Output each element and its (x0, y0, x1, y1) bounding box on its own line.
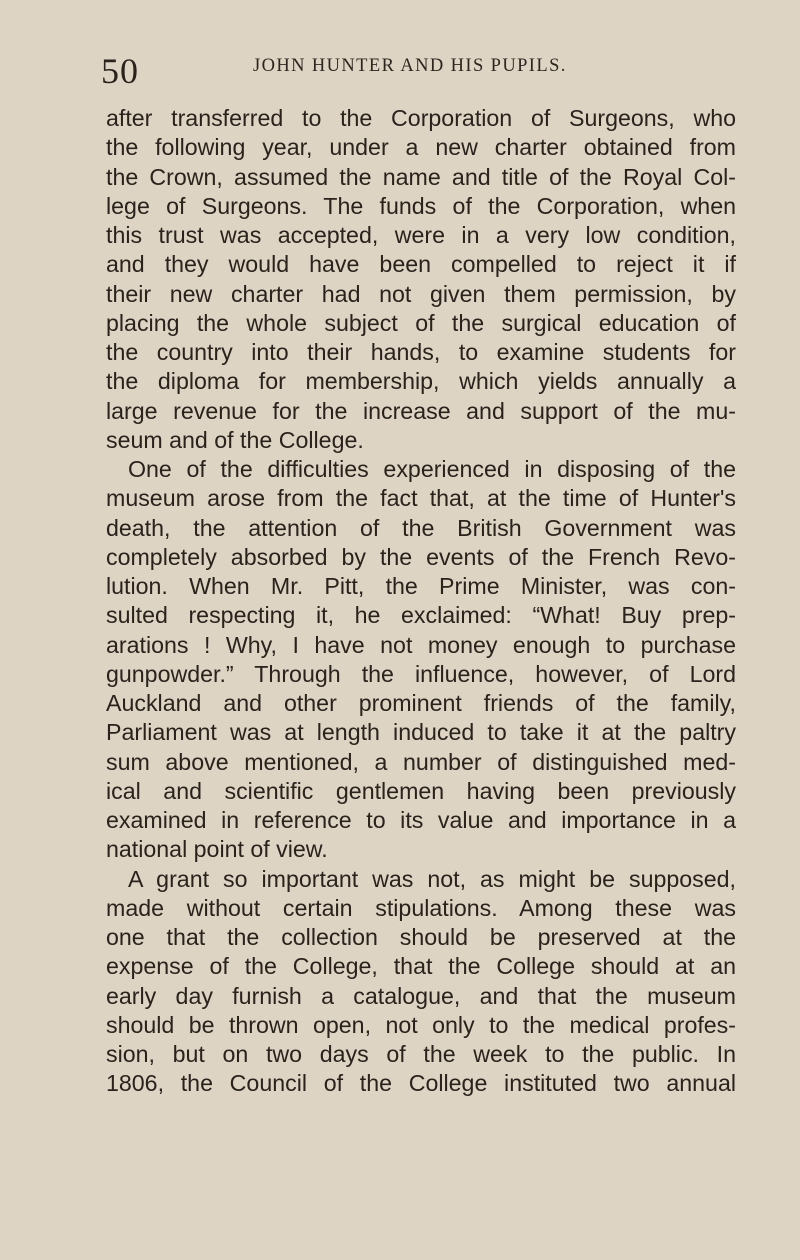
text-line: Parliament was at length induced to take it at the paltry (106, 719, 736, 746)
text-line: sulted respecting it, he exclaimed: “What! Buy prep- (106, 602, 736, 629)
text-line: one that the collection should be preserved at the (106, 924, 736, 950)
text-line: completely absorbed by the events of the French Revo- (106, 543, 736, 570)
text-line: national point of view. (106, 836, 328, 863)
text-line: the following year, under a new charter obtained from (106, 134, 736, 161)
text-line: after transferred to the Corporation of Surgeons, who (106, 105, 736, 131)
text-line: the country into their hands, to examine students for (106, 339, 736, 365)
text-line: lege of Surgeons. The funds of the Corporation, when (106, 192, 736, 219)
text-line: early day furnish a catalogue, and that the museum (106, 982, 736, 1009)
text-line: arations ! Why, I have not money enough to purchase (106, 631, 736, 658)
body-text (106, 104, 736, 1099)
text-line: sion, but on two days of the week to the public. In (106, 1041, 736, 1067)
text-line: death, the attention of the British Government was (106, 514, 736, 541)
text-line: lution. When Mr. Pitt, the Prime Minister, was con- (106, 573, 736, 599)
running-title: JOHN HUNTER AND HIS PUPILS. (253, 56, 567, 76)
text-line: museum arose from the fact that, at the time of Hunter's (106, 485, 736, 512)
text-line: their new charter had not given them permission, by (106, 280, 736, 307)
text-line: Auckland and other prominent friends of the family, (106, 690, 736, 716)
text-line: A grant so important was not, as might be supposed, (128, 865, 736, 892)
text-line: 1806, the Council of the College instituted two annual (106, 1070, 736, 1097)
text-line: sum above mentioned, a number of distinguished med- (106, 748, 736, 775)
text-line: the diploma for membership, which yields annually a (106, 368, 736, 395)
text-line: expense of the College, that the College should at an (106, 953, 736, 980)
text-line: placing the whole subject of the surgical education of (106, 309, 736, 336)
text-line: examined in reference to its value and importance in a (106, 807, 736, 833)
text-line: this trust was accepted, were in a very low condition, (106, 222, 736, 248)
text-line: the Crown, assumed the name and title of the Royal Col- (106, 163, 736, 190)
text-line: made without certain stipulations. Among these was (106, 894, 736, 921)
text-line: seum and of the College. (106, 426, 364, 453)
text-line: gunpowder.” Through the influence, however, of Lord (106, 660, 736, 687)
text-line: ical and scientific gentlemen having been previously (106, 777, 736, 804)
text-line: and they would have been compelled to reject it if (106, 251, 736, 278)
page-number: 50 (101, 51, 139, 91)
text-line: One of the difficulties experienced in disposing of the (128, 456, 736, 482)
text-line: should be thrown open, not only to the medical profes- (106, 1011, 736, 1038)
text-line: large revenue for the increase and support of the mu- (106, 397, 736, 424)
